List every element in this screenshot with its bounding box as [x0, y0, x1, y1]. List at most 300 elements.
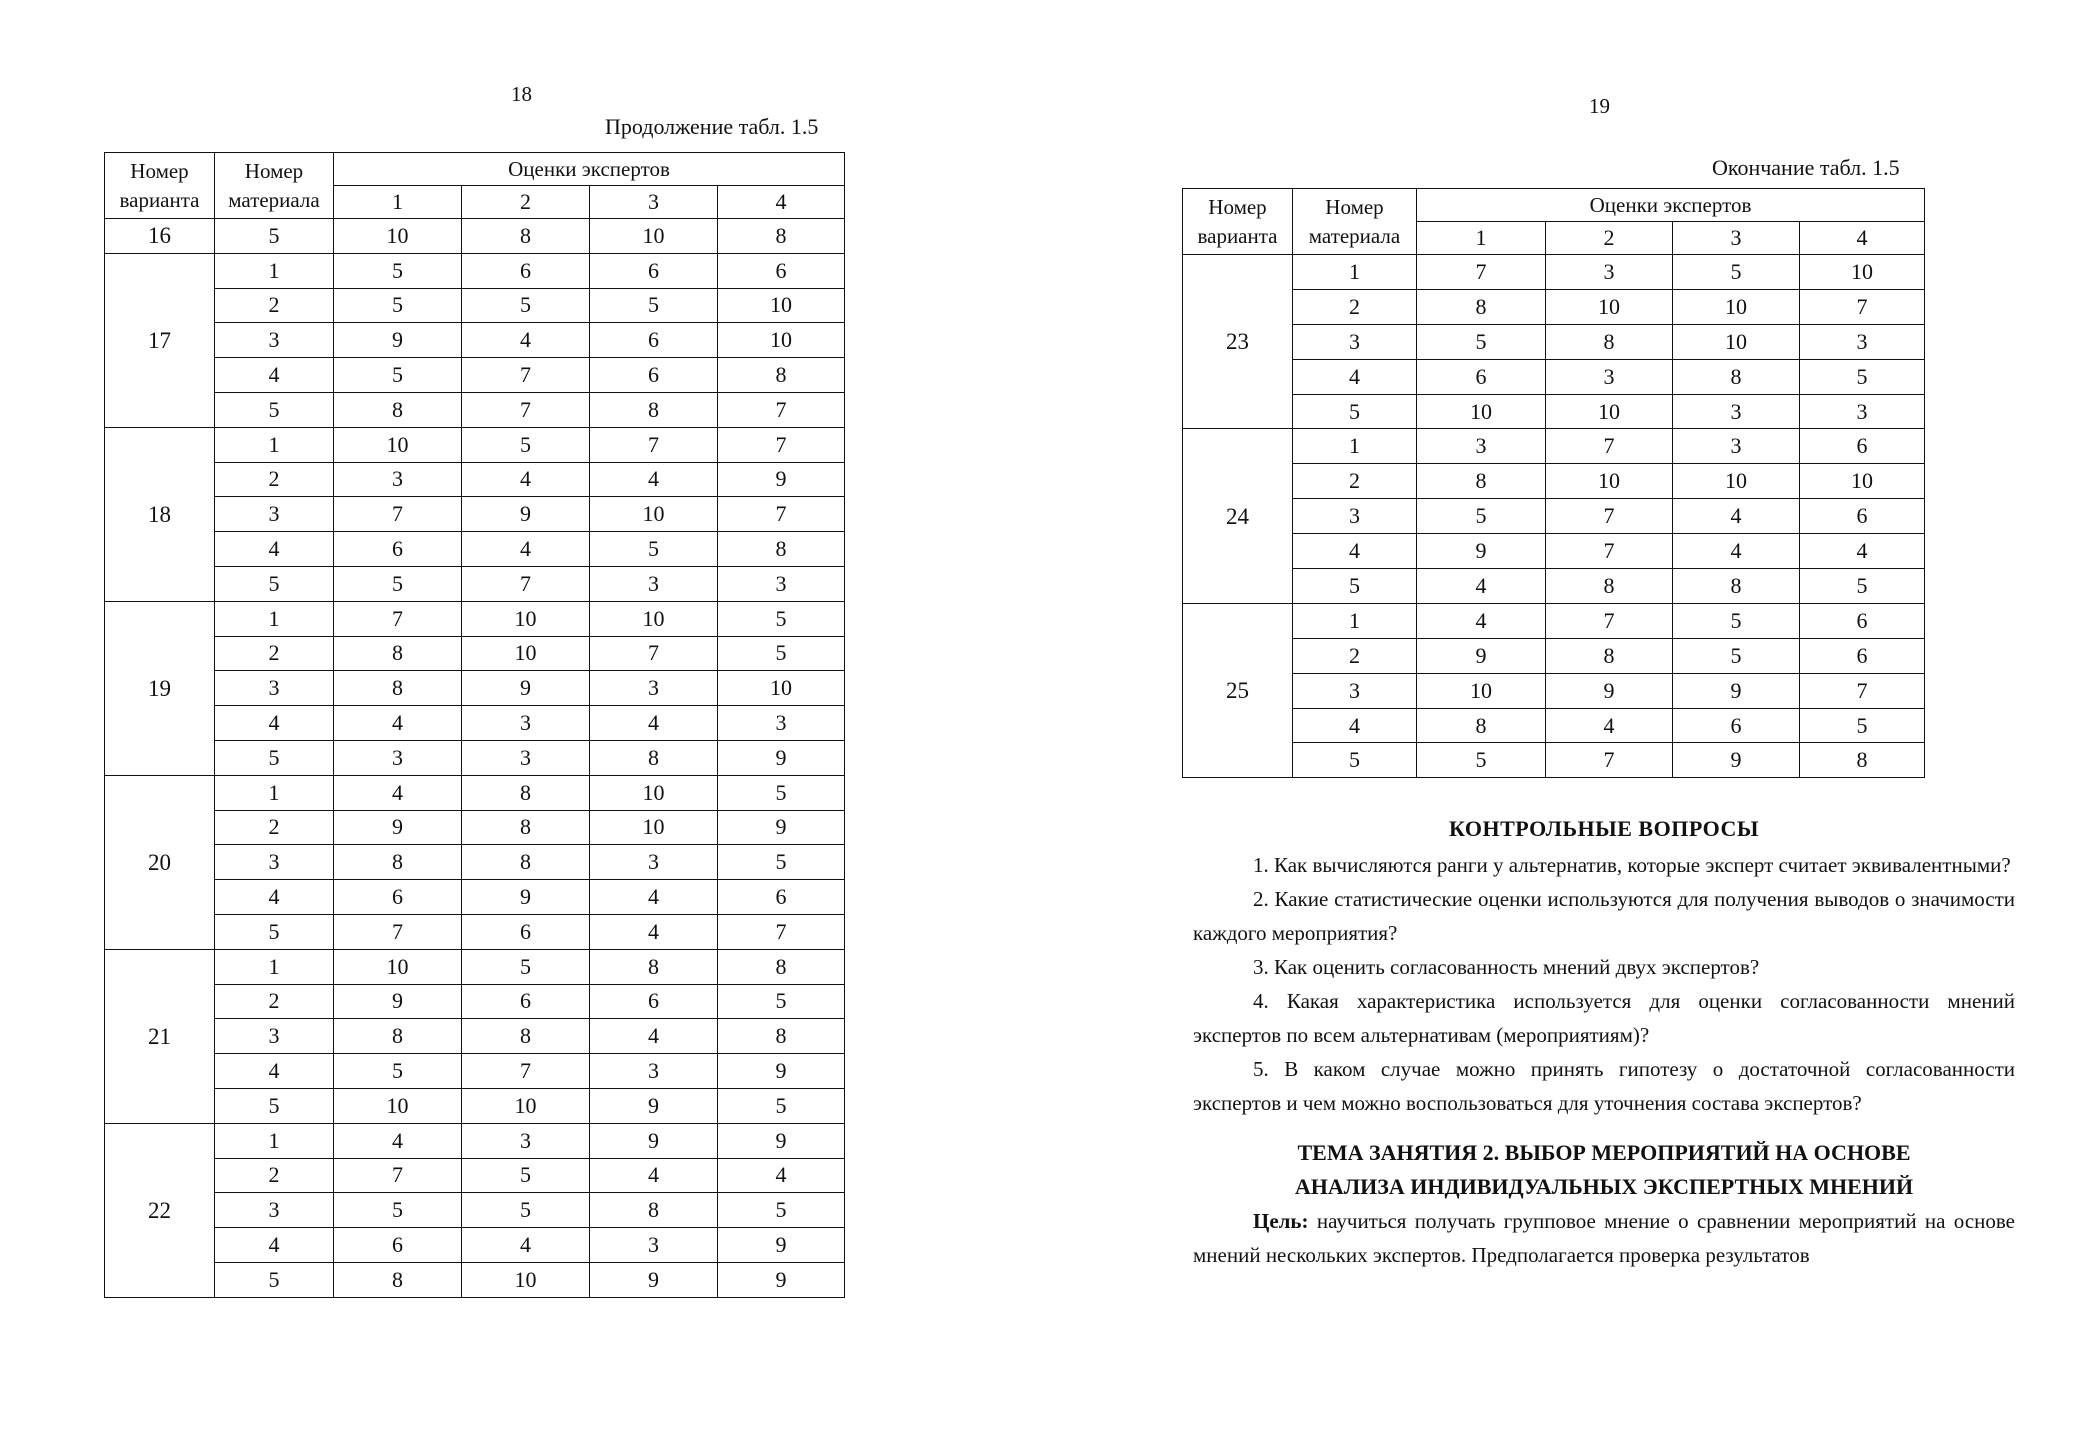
material-cell: 4 — [1293, 708, 1417, 743]
score-cell: 9 — [1417, 638, 1546, 673]
score-cell: 3 — [590, 566, 718, 601]
score-cell: 4 — [1417, 569, 1546, 604]
score-cell: 5 — [718, 775, 845, 810]
score-cell: 10 — [1546, 289, 1673, 324]
score-cell: 10 — [1417, 394, 1546, 429]
score-cell: 3 — [1546, 359, 1673, 394]
score-cell: 8 — [462, 1019, 590, 1054]
score-cell: 3 — [1800, 394, 1925, 429]
material-cell: 2 — [215, 636, 334, 671]
table-row — [105, 358, 845, 393]
score-cell: 9 — [718, 1123, 845, 1158]
table-row — [105, 810, 845, 845]
score-cell: 8 — [1417, 289, 1546, 324]
page-number: 19 — [1589, 94, 1610, 118]
table-row — [105, 566, 845, 601]
score-cell: 3 — [462, 706, 590, 741]
score-cell: 8 — [718, 219, 845, 254]
score-cell: 3 — [1673, 394, 1800, 429]
score-cell: 8 — [1546, 638, 1673, 673]
score-cell: 3 — [1417, 429, 1546, 464]
score-cell: 10 — [334, 219, 462, 254]
material-cell: 5 — [215, 566, 334, 601]
header-material: Номер материала — [215, 153, 334, 219]
table-row — [1183, 638, 1925, 673]
score-cell: 6 — [1800, 429, 1925, 464]
material-cell: 1 — [215, 1123, 334, 1158]
score-cell: 6 — [334, 880, 462, 915]
score-cell: 7 — [462, 566, 590, 601]
score-cell: 6 — [462, 253, 590, 288]
score-cell: 5 — [718, 845, 845, 880]
score-cell: 8 — [334, 845, 462, 880]
score-cell: 4 — [590, 914, 718, 949]
score-cell: 10 — [1673, 324, 1800, 359]
header-expert-1: 1 — [1417, 222, 1546, 255]
material-cell: 1 — [215, 775, 334, 810]
score-cell: 5 — [334, 566, 462, 601]
material-cell: 3 — [215, 845, 334, 880]
score-cell: 8 — [334, 636, 462, 671]
score-cell: 5 — [334, 288, 462, 323]
score-cell: 8 — [334, 1262, 462, 1297]
material-cell: 2 — [1293, 638, 1417, 673]
section-title: КОНТРОЛЬНЫЕ ВОПРОСЫ — [1448, 816, 1760, 841]
score-cell: 4 — [334, 706, 462, 741]
score-cell: 8 — [462, 775, 590, 810]
score-cell: 7 — [718, 914, 845, 949]
score-cell: 6 — [590, 253, 718, 288]
score-cell: 8 — [590, 949, 718, 984]
score-cell: 6 — [334, 532, 462, 567]
table-row — [105, 1088, 845, 1123]
table-row — [1183, 464, 1925, 499]
score-cell: 7 — [1417, 255, 1546, 290]
score-cell: 6 — [1673, 708, 1800, 743]
score-cell: 5 — [718, 601, 845, 636]
material-cell: 4 — [215, 1228, 334, 1263]
expert-scores-table — [104, 152, 845, 1298]
table-row — [105, 1228, 845, 1263]
variant-cell: 20 — [105, 775, 215, 949]
score-cell: 6 — [1800, 603, 1925, 638]
score-cell: 6 — [1800, 499, 1925, 534]
score-cell: 8 — [334, 1019, 462, 1054]
material-cell: 1 — [215, 949, 334, 984]
header-expert-3: 3 — [1673, 222, 1800, 255]
table-row — [105, 1054, 845, 1089]
material-cell: 5 — [215, 914, 334, 949]
variant-cell: 16 — [105, 219, 215, 254]
material-cell: 5 — [1293, 394, 1417, 429]
header-experts: Оценки экспертов — [1417, 189, 1925, 222]
score-cell: 10 — [1800, 255, 1925, 290]
header-expert-2: 2 — [1546, 222, 1673, 255]
score-cell: 10 — [334, 427, 462, 462]
score-cell: 4 — [334, 1123, 462, 1158]
score-cell: 9 — [718, 462, 845, 497]
score-cell: 7 — [1546, 743, 1673, 778]
score-cell: 8 — [1800, 743, 1925, 778]
score-cell: 4 — [462, 1228, 590, 1263]
table-row — [105, 984, 845, 1019]
material-cell: 3 — [215, 497, 334, 532]
table-row — [1183, 394, 1925, 429]
material-cell: 3 — [215, 1019, 334, 1054]
score-cell: 7 — [334, 497, 462, 532]
score-cell: 9 — [590, 1088, 718, 1123]
question-item: 5. В каком случае можно принять гипотезу о достаточной согласованности экспертов и чем можно воспользоваться для уточнения состава экспертов? — [1193, 1057, 2015, 1115]
score-cell: 4 — [1546, 708, 1673, 743]
table-row — [105, 1193, 845, 1228]
table-row — [105, 914, 845, 949]
score-cell: 8 — [334, 671, 462, 706]
score-cell: 4 — [462, 323, 590, 358]
score-cell: 5 — [334, 1054, 462, 1089]
score-cell: 3 — [590, 845, 718, 880]
table-row — [1183, 289, 1925, 324]
variant-cell: 17 — [105, 253, 215, 427]
topic-title-line: АНАЛИЗА ИНДИВИДУАЛЬНЫХ ЭКСПЕРТНЫХ МНЕНИЙ — [1294, 1174, 1914, 1199]
score-cell: 5 — [334, 358, 462, 393]
score-cell: 7 — [1546, 429, 1673, 464]
material-cell: 2 — [215, 984, 334, 1019]
score-cell: 9 — [718, 1054, 845, 1089]
score-cell: 4 — [334, 775, 462, 810]
material-cell: 5 — [215, 1088, 334, 1123]
score-cell: 9 — [590, 1123, 718, 1158]
table-row — [1183, 429, 1925, 464]
score-cell: 5 — [334, 1193, 462, 1228]
material-cell: 2 — [1293, 464, 1417, 499]
score-cell: 3 — [1800, 324, 1925, 359]
score-cell: 3 — [590, 1228, 718, 1263]
score-cell: 5 — [462, 1158, 590, 1193]
score-cell: 5 — [1417, 324, 1546, 359]
material-cell: 3 — [1293, 673, 1417, 708]
table-row — [105, 427, 845, 462]
material-cell: 5 — [215, 740, 334, 775]
score-cell: 6 — [718, 880, 845, 915]
score-cell: 10 — [718, 671, 845, 706]
table-row — [105, 288, 845, 323]
score-cell: 5 — [462, 949, 590, 984]
score-cell: 10 — [1417, 673, 1546, 708]
table-row — [1183, 673, 1925, 708]
score-cell: 8 — [1546, 324, 1673, 359]
score-cell: 3 — [718, 566, 845, 601]
table-header-row — [1183, 189, 1925, 222]
material-cell: 5 — [1293, 569, 1417, 604]
table-row — [105, 1019, 845, 1054]
table-row — [105, 636, 845, 671]
score-cell: 4 — [718, 1158, 845, 1193]
material-cell: 3 — [1293, 324, 1417, 359]
material-cell: 5 — [215, 1262, 334, 1297]
score-cell: 10 — [1673, 464, 1800, 499]
material-cell: 1 — [215, 253, 334, 288]
material-cell: 2 — [215, 810, 334, 845]
score-cell: 8 — [718, 532, 845, 567]
table-row — [105, 880, 845, 915]
score-cell: 8 — [462, 845, 590, 880]
score-cell: 7 — [1546, 603, 1673, 638]
material-cell: 3 — [1293, 499, 1417, 534]
score-cell: 7 — [462, 1054, 590, 1089]
table-row — [105, 601, 845, 636]
score-cell: 7 — [1546, 534, 1673, 569]
score-cell: 6 — [590, 984, 718, 1019]
score-cell: 5 — [1417, 499, 1546, 534]
questions-list — [1193, 848, 2015, 1120]
score-cell: 5 — [462, 1193, 590, 1228]
score-cell: 10 — [590, 497, 718, 532]
material-cell: 2 — [1293, 289, 1417, 324]
variant-cell: 18 — [105, 427, 215, 601]
score-cell: 10 — [1673, 289, 1800, 324]
table-row — [1183, 603, 1925, 638]
score-cell: 10 — [462, 1262, 590, 1297]
table-row — [1183, 743, 1925, 778]
score-cell: 9 — [334, 323, 462, 358]
score-cell: 5 — [1673, 255, 1800, 290]
score-cell: 5 — [718, 984, 845, 1019]
score-cell: 4 — [590, 880, 718, 915]
score-cell: 8 — [1673, 359, 1800, 394]
score-cell: 5 — [1417, 743, 1546, 778]
table-row — [105, 219, 845, 254]
score-cell: 7 — [1800, 289, 1925, 324]
variant-cell: 21 — [105, 949, 215, 1123]
score-cell: 8 — [718, 949, 845, 984]
material-cell: 2 — [215, 462, 334, 497]
question-item: 4. Какая характеристика используется для оценки согласованности мнений экспертов по всем альтернативам (мероприятиям)? — [1193, 989, 2015, 1047]
question-item: 3. Как оценить согласованность мнений двух экспертов? — [1253, 955, 1760, 979]
variant-cell: 19 — [105, 601, 215, 775]
material-cell: 3 — [215, 671, 334, 706]
score-cell: 5 — [718, 1088, 845, 1123]
score-cell: 10 — [1800, 464, 1925, 499]
score-cell: 9 — [1673, 743, 1800, 778]
variant-cell: 23 — [1183, 255, 1293, 429]
score-cell: 5 — [590, 288, 718, 323]
control-questions-section — [1193, 812, 2015, 1272]
score-cell: 6 — [718, 253, 845, 288]
score-cell: 9 — [1673, 673, 1800, 708]
score-cell: 8 — [1673, 569, 1800, 604]
score-cell: 10 — [590, 775, 718, 810]
score-cell: 5 — [462, 288, 590, 323]
score-cell: 4 — [462, 532, 590, 567]
question-item: 2. Какие статистические оценки используются для получения выводов о значимости каждого мероприятия? — [1193, 887, 2015, 945]
table-continuation-label: Продолжение табл. 1.5 — [605, 114, 819, 139]
score-cell: 6 — [1417, 359, 1546, 394]
header-variant: Номер варианта — [1183, 189, 1293, 255]
score-cell: 7 — [462, 358, 590, 393]
material-cell: 3 — [215, 323, 334, 358]
score-cell: 9 — [718, 1228, 845, 1263]
score-cell: 4 — [462, 462, 590, 497]
topic-title-line: ТЕМА ЗАНЯТИЯ 2. ВЫБОР МЕРОПРИЯТИЙ НА ОСНОВЕ — [1297, 1140, 1911, 1165]
score-cell: 4 — [590, 706, 718, 741]
score-cell: 7 — [718, 427, 845, 462]
topic-title — [1193, 1136, 2015, 1204]
table-row — [105, 253, 845, 288]
score-cell: 3 — [334, 740, 462, 775]
expert-scores-table — [1182, 188, 1925, 778]
score-cell: 8 — [1546, 569, 1673, 604]
score-cell: 7 — [334, 1158, 462, 1193]
score-cell: 7 — [590, 427, 718, 462]
score-cell: 5 — [1800, 359, 1925, 394]
material-cell: 1 — [1293, 255, 1417, 290]
score-cell: 9 — [334, 810, 462, 845]
material-cell: 4 — [215, 706, 334, 741]
score-cell: 5 — [1673, 638, 1800, 673]
table-row — [105, 532, 845, 567]
material-cell: 4 — [215, 1054, 334, 1089]
goal-label: Цель: — [1253, 1209, 1309, 1233]
table-row — [105, 1262, 845, 1297]
score-cell: 5 — [590, 532, 718, 567]
material-cell: 4 — [215, 880, 334, 915]
score-cell: 9 — [718, 740, 845, 775]
score-cell: 6 — [590, 358, 718, 393]
score-cell: 10 — [1546, 394, 1673, 429]
page-number: 18 — [511, 82, 532, 106]
score-cell: 3 — [462, 740, 590, 775]
score-cell: 4 — [1800, 534, 1925, 569]
score-cell: 8 — [590, 392, 718, 427]
score-cell: 7 — [334, 601, 462, 636]
score-cell: 4 — [1673, 534, 1800, 569]
header-expert-1: 1 — [334, 186, 462, 219]
score-cell: 9 — [1546, 673, 1673, 708]
score-cell: 3 — [590, 671, 718, 706]
score-cell: 8 — [1417, 464, 1546, 499]
score-cell: 10 — [462, 1088, 590, 1123]
score-cell: 7 — [1546, 499, 1673, 534]
header-material: Номер материала — [1293, 189, 1417, 255]
material-cell: 1 — [1293, 429, 1417, 464]
score-cell: 9 — [462, 880, 590, 915]
score-cell: 10 — [718, 323, 845, 358]
score-cell: 5 — [718, 636, 845, 671]
table-row — [1183, 324, 1925, 359]
goal-text: научиться получать групповое мнение о сравнении мероприятий на основе мнений нескольких экспертов. Предполагается проверка результатов — [1193, 1209, 2015, 1267]
table-row — [1183, 569, 1925, 604]
table-row — [1183, 255, 1925, 290]
score-cell: 9 — [334, 984, 462, 1019]
score-cell: 6 — [462, 984, 590, 1019]
score-cell: 9 — [462, 671, 590, 706]
header-variant: Номер варианта — [105, 153, 215, 219]
table-row — [105, 740, 845, 775]
score-cell: 6 — [334, 1228, 462, 1263]
table-row — [105, 392, 845, 427]
score-cell: 9 — [462, 497, 590, 532]
score-cell: 5 — [334, 253, 462, 288]
score-cell: 5 — [1673, 603, 1800, 638]
table-row — [105, 1158, 845, 1193]
score-cell: 10 — [718, 288, 845, 323]
score-cell: 4 — [590, 1019, 718, 1054]
score-cell: 3 — [334, 462, 462, 497]
score-cell: 8 — [462, 810, 590, 845]
score-cell: 10 — [462, 601, 590, 636]
table-row — [1183, 359, 1925, 394]
score-cell: 3 — [718, 706, 845, 741]
score-cell: 7 — [1800, 673, 1925, 708]
table-continuation-label: Окончание табл. 1.5 — [1712, 155, 1900, 180]
table-row — [105, 323, 845, 358]
score-cell: 10 — [334, 1088, 462, 1123]
material-cell: 4 — [215, 532, 334, 567]
score-cell: 7 — [718, 497, 845, 532]
table-row — [105, 706, 845, 741]
score-cell: 5 — [1800, 708, 1925, 743]
material-cell: 3 — [215, 1193, 334, 1228]
table-row — [1183, 499, 1925, 534]
question-item: 1. Как вычисляются ранги у альтернатив, которые эксперт считает эквивалентными? — [1253, 853, 2011, 877]
material-cell: 4 — [1293, 534, 1417, 569]
score-cell: 4 — [1673, 499, 1800, 534]
table-row — [1183, 708, 1925, 743]
variant-cell: 25 — [1183, 603, 1293, 777]
material-cell: 4 — [215, 358, 334, 393]
score-cell: 10 — [462, 636, 590, 671]
variant-cell: 24 — [1183, 429, 1293, 603]
score-cell: 7 — [718, 392, 845, 427]
material-cell: 5 — [215, 392, 334, 427]
material-cell: 1 — [215, 601, 334, 636]
header-expert-4: 4 — [1800, 222, 1925, 255]
score-cell: 10 — [590, 219, 718, 254]
table-row — [105, 497, 845, 532]
header-expert-3: 3 — [590, 186, 718, 219]
score-cell: 10 — [334, 949, 462, 984]
table-row — [105, 671, 845, 706]
material-cell: 4 — [1293, 359, 1417, 394]
score-cell: 8 — [718, 358, 845, 393]
table-header-row — [105, 153, 845, 186]
material-cell: 1 — [215, 427, 334, 462]
score-cell: 6 — [1800, 638, 1925, 673]
table-row — [105, 949, 845, 984]
material-cell: 5 — [1293, 743, 1417, 778]
score-cell: 9 — [718, 1262, 845, 1297]
table-row — [105, 845, 845, 880]
goal-paragraph — [1193, 1204, 2015, 1272]
score-cell: 9 — [718, 810, 845, 845]
score-cell: 3 — [462, 1123, 590, 1158]
score-cell: 5 — [718, 1193, 845, 1228]
score-cell: 10 — [1546, 464, 1673, 499]
score-cell: 4 — [590, 462, 718, 497]
variant-cell: 22 — [105, 1123, 215, 1297]
score-cell: 8 — [718, 1019, 845, 1054]
score-cell: 3 — [590, 1054, 718, 1089]
score-cell: 5 — [1800, 569, 1925, 604]
material-cell: 5 — [215, 219, 334, 254]
score-cell: 8 — [590, 740, 718, 775]
score-cell: 4 — [1417, 603, 1546, 638]
header-expert-2: 2 — [462, 186, 590, 219]
score-cell: 7 — [590, 636, 718, 671]
score-cell: 3 — [1673, 429, 1800, 464]
score-cell: 8 — [462, 219, 590, 254]
score-cell: 9 — [590, 1262, 718, 1297]
